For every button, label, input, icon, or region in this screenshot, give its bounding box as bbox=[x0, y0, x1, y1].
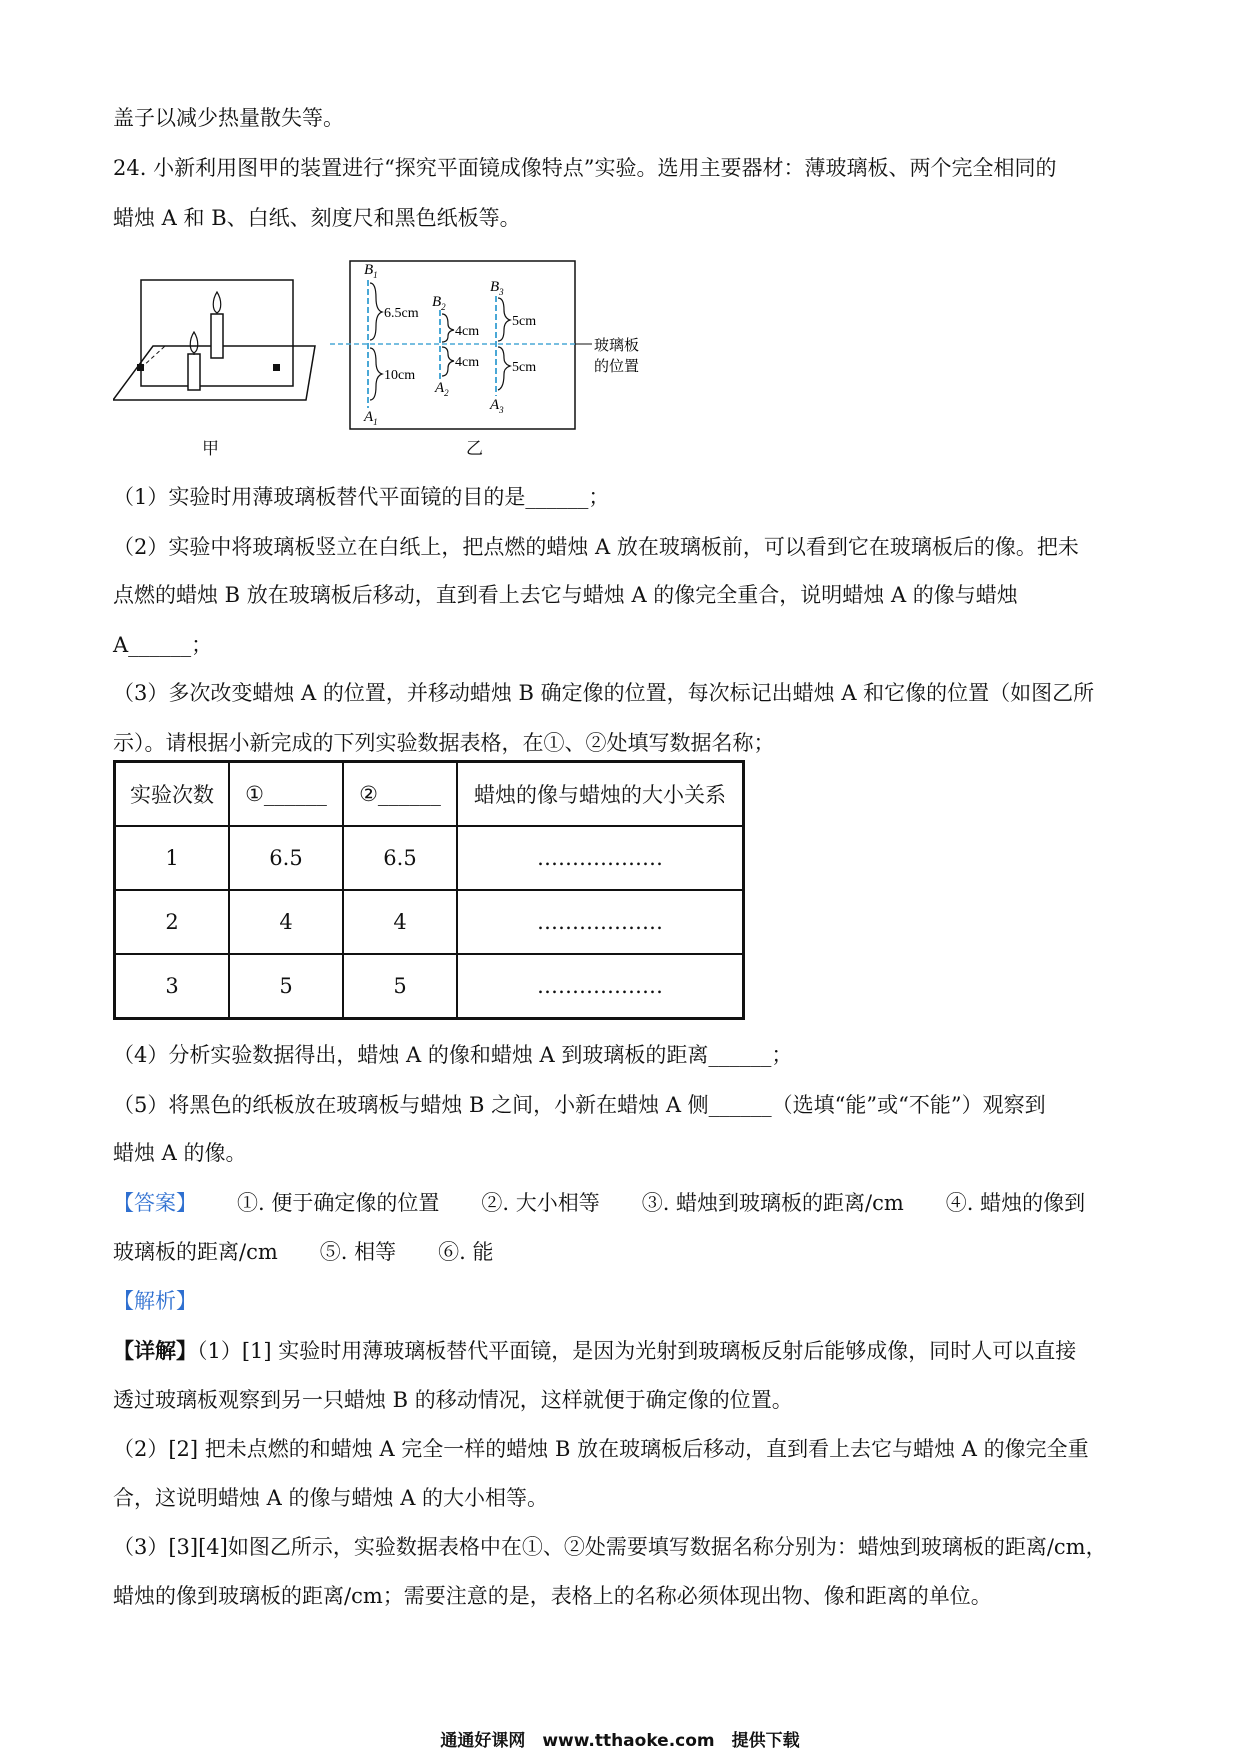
answer-line bbox=[113, 1188, 1085, 1218]
label-b2: $B_2$ bbox=[432, 294, 446, 312]
brace-a2 bbox=[442, 347, 454, 376]
question-24-4: （4）分析实验数据得出，蜡烛 A 的像和蜡烛 A 到玻璃板的距离______； bbox=[113, 1043, 793, 1067]
label-a2: $A_2$ bbox=[435, 380, 449, 398]
question-24-5: （5）将黑色的纸板放在玻璃板与蜡烛 B 之间，小新在蜡烛 A 侧______（选填“能”或“不能”）观察到 bbox=[113, 1093, 1046, 1117]
table-header: 蜡烛的像与蜡烛的大小关系 bbox=[457, 762, 744, 827]
table-cell: 5 bbox=[229, 954, 343, 1019]
brace-a3 bbox=[498, 347, 510, 390]
label-a1: $A_1$ bbox=[364, 409, 378, 427]
clip-left bbox=[137, 364, 144, 371]
figure-jia-label: 甲 bbox=[202, 439, 219, 459]
detail-2: （2）[2] 把未点燃的和蜡烛 A 完全一样的蜡烛 B 放在玻璃板后移动，直到看上去它与蜡烛 A 的像完全重 bbox=[113, 1437, 1089, 1461]
detail-3: （3）[3][4]如图乙所示，实验数据表格中在①、②处需要填写数据名称分别为：蜡烛到玻璃板的距离/cm， bbox=[113, 1535, 1107, 1559]
table-header: 实验次数 bbox=[115, 762, 230, 827]
table-cell: 5 bbox=[343, 954, 457, 1019]
question-24-1: （1）实验时用薄玻璃板替代平面镜的目的是______； bbox=[113, 485, 610, 509]
page-footer: 通通好课网 www.tthaoke.com 提供下载 bbox=[440, 1731, 800, 1751]
brace-b1 bbox=[370, 283, 382, 340]
dist-b1: 6.5cm bbox=[384, 306, 419, 321]
table-header: ②______ bbox=[343, 762, 457, 827]
dist-b2: 4cm bbox=[455, 324, 480, 339]
detail-1-cont: 透过玻璃板观察到另一只蜡烛 B 的移动情况，这样就便于确定像的位置。 bbox=[113, 1388, 793, 1412]
glass-label-2: 的位置 bbox=[594, 359, 640, 375]
brace-a1 bbox=[370, 348, 382, 400]
table-header: ①______ bbox=[229, 762, 343, 827]
table-cell: ……………… bbox=[457, 890, 744, 954]
label-a3: $A_3$ bbox=[490, 397, 504, 415]
question-24-2-cont2: A______； bbox=[113, 633, 213, 657]
candle-image bbox=[211, 314, 223, 358]
clip-right bbox=[273, 364, 280, 371]
figure-yi-label: 乙 bbox=[466, 439, 483, 459]
question-24-5-cont: 蜡烛 A 的像。 bbox=[113, 1141, 247, 1165]
data-table bbox=[113, 760, 745, 1020]
dist-a2: 4cm bbox=[455, 355, 480, 370]
dist-a3: 5cm bbox=[512, 360, 537, 375]
paper-outline bbox=[350, 261, 575, 429]
question-24-3-cont: 示）。请根据小新完成的下列实验数据表格，在①、②处填写数据名称； bbox=[113, 731, 775, 755]
flame-image bbox=[213, 292, 221, 313]
question-24-intro: 24. 小新利用图甲的装置进行“探究平面镜成像特点”实验。选用主要器材：薄玻璃板、两个完全相同的 bbox=[113, 156, 1057, 180]
analysis-tag: 【解析】 bbox=[113, 1289, 197, 1313]
table-cell: 4 bbox=[229, 890, 343, 954]
glass-label-1: 玻璃板 bbox=[594, 338, 640, 354]
answer-text: ①. 便于确定像的位置 ②. 大小相等 ③. 蜡烛到玻璃板的距离/cm ④. 蜡烛的像到 bbox=[237, 1191, 1086, 1215]
brace-b3 bbox=[498, 298, 510, 341]
table-row bbox=[115, 890, 744, 954]
question-24-2: （2）实验中将玻璃板竖立在白纸上，把点燃的蜡烛 A 放在玻璃板前，可以看到它在玻璃板后的像。把未 bbox=[113, 535, 1079, 559]
table-header-row bbox=[115, 762, 744, 827]
question-24-3: （3）多次改变蜡烛 A 的位置，并移动蜡烛 B 确定像的位置，每次标记出蜡烛 A 和它像的位置（如图乙所 bbox=[113, 681, 1095, 705]
table-cell: ……………… bbox=[457, 826, 744, 890]
question-24-intro-cont: 蜡烛 A 和 B、白纸、刻度尺和黑色纸板等。 bbox=[113, 206, 521, 230]
dist-a1: 10cm bbox=[384, 368, 416, 383]
table-cell: 6.5 bbox=[343, 826, 457, 890]
label-b3: $B_3$ bbox=[490, 279, 504, 297]
table-cell: ……………… bbox=[457, 954, 744, 1019]
table-row bbox=[115, 826, 744, 890]
table-cell: 3 bbox=[115, 954, 230, 1019]
figure-yi bbox=[330, 258, 650, 433]
question-24-2-cont: 点燃的蜡烛 B 放在玻璃板后移动，直到看上去它与蜡烛 A 的像完全重合，说明蜡烛 A 的像与蜡烛 bbox=[113, 583, 1018, 607]
flame-a bbox=[190, 332, 198, 353]
candle-a bbox=[188, 354, 200, 390]
table-cell: 2 bbox=[115, 890, 230, 954]
text-line: 盖子以减少热量散失等。 bbox=[113, 106, 344, 130]
answer-line-cont: 玻璃板的距离/cm ⑤. 相等 ⑥. 能 bbox=[113, 1240, 494, 1264]
detail-1 bbox=[113, 1336, 1076, 1366]
table-cell: 1 bbox=[115, 826, 230, 890]
brace-b2 bbox=[442, 314, 454, 342]
dist-b3: 5cm bbox=[512, 314, 537, 329]
detail-tag: 【详解】 bbox=[113, 1338, 197, 1363]
label-b1: $B_1$ bbox=[364, 262, 378, 280]
detail-1-text: （1）[1] 实验时用薄玻璃板替代平面镜，是因为光射到玻璃板反射后能够成像，同时人可以直接 bbox=[197, 1339, 1077, 1363]
detail-3-cont: 蜡烛的像到玻璃板的距离/cm；需要注意的是，表格上的名称必须体现出物、像和距离的单位。 bbox=[113, 1584, 992, 1608]
table-cell: 6.5 bbox=[229, 826, 343, 890]
table-cell: 4 bbox=[343, 890, 457, 954]
answer-tag: 【答案】 bbox=[113, 1191, 197, 1215]
figure-jia bbox=[113, 260, 323, 460]
detail-2-cont: 合，这说明蜡烛 A 的像与蜡烛 A 的大小相等。 bbox=[113, 1486, 549, 1510]
table-row bbox=[115, 954, 744, 1019]
